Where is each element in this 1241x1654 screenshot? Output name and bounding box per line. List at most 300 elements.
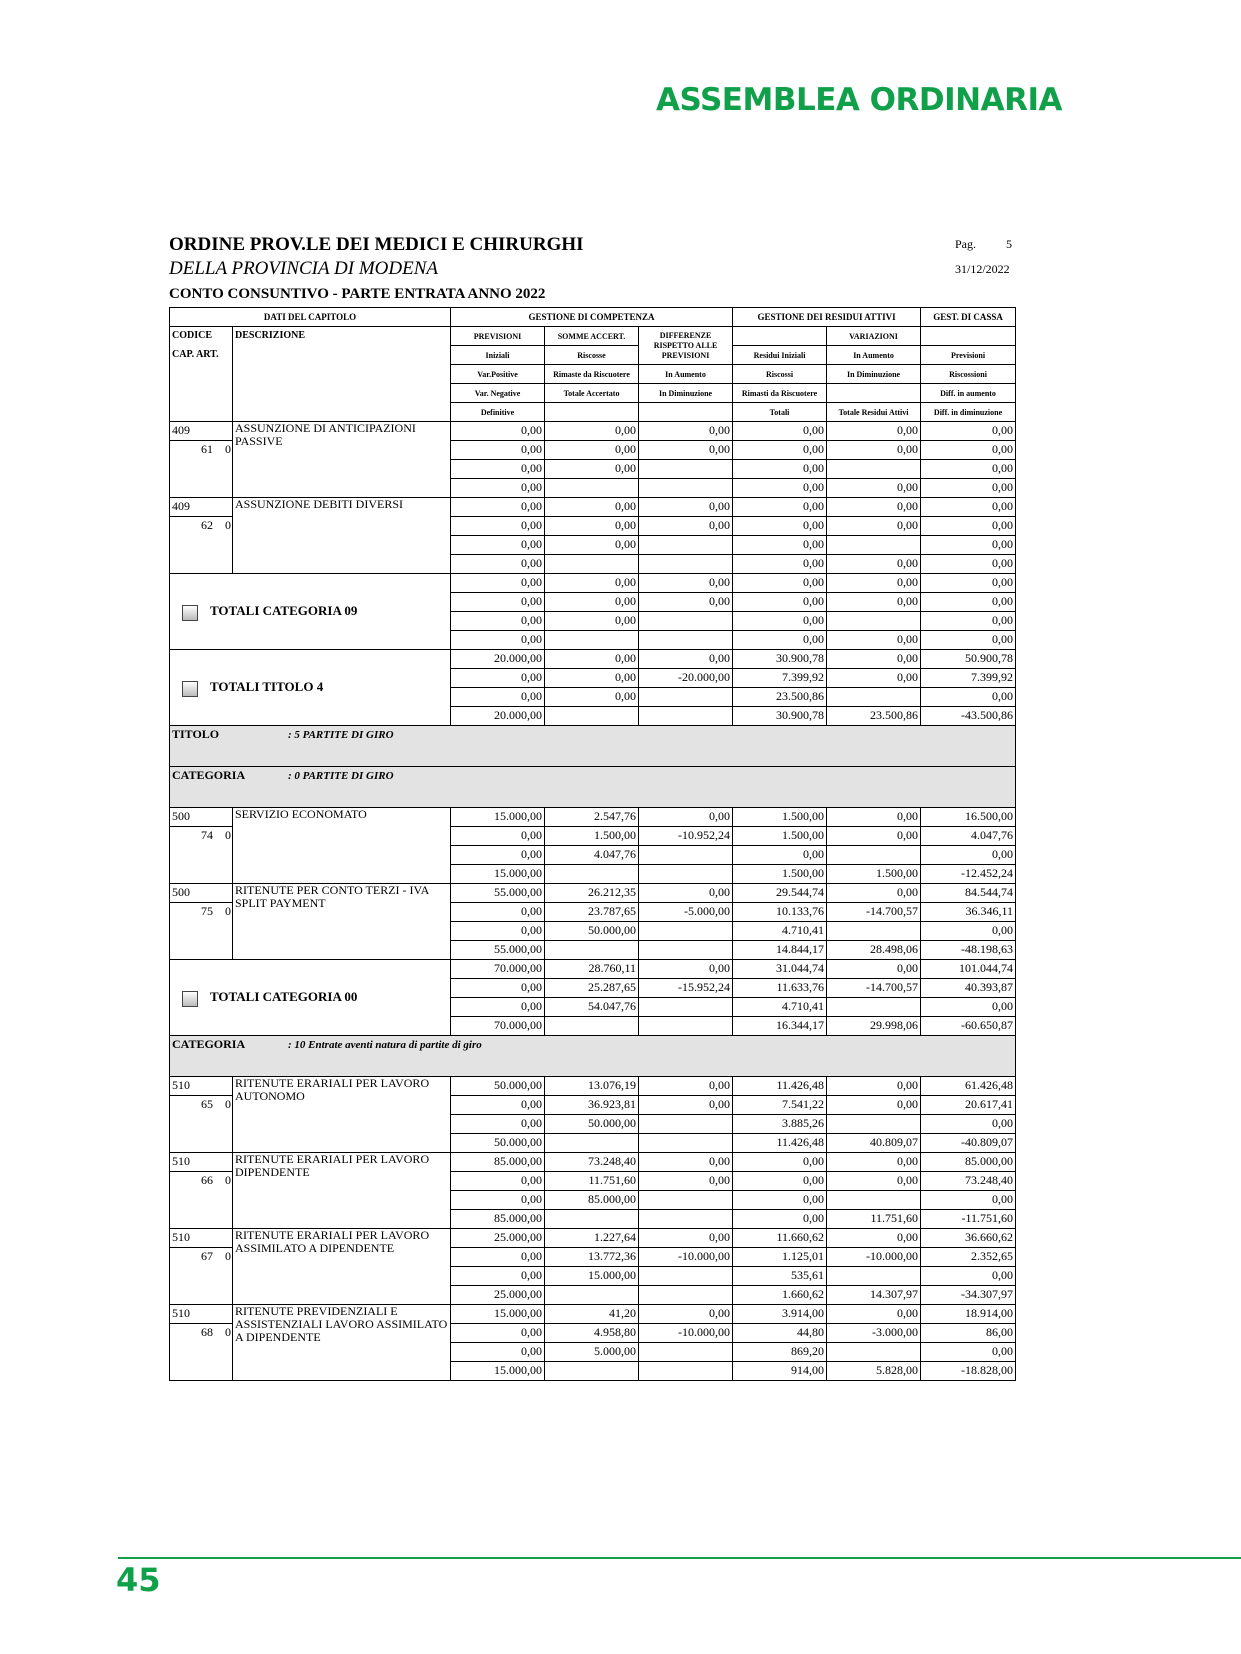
value-cell: 0,00 [733,422,827,441]
value-cell: 0,00 [451,669,545,688]
value-cell: 31.044,74 [733,960,827,979]
value-cell: 15.000,00 [451,808,545,827]
value-cell: 84.544,74 [921,884,1016,903]
value-cell: 0,00 [733,555,827,574]
table-row [170,1229,1016,1248]
value-cell: 0,00 [451,1343,545,1362]
value-cell: 0,00 [545,593,639,612]
value-cell [639,1343,733,1362]
article-sub: 0 [225,1325,231,1339]
value-cell: 15.000,00 [451,1362,545,1381]
value-cell [545,631,639,650]
value-cell: 36.660,62 [921,1229,1016,1248]
header-empty-1 [733,327,827,346]
value-cell: 0,00 [827,808,921,827]
value-cell: 13.076,19 [545,1077,639,1096]
value-cell [827,536,921,555]
value-cell: 4.958,80 [545,1324,639,1343]
section-header [170,726,1016,767]
header-diff-aumento: Diff. in aumento [921,384,1016,403]
value-cell [545,1286,639,1305]
value-cell: 0,00 [921,574,1016,593]
value-cell: 11.751,60 [827,1210,921,1229]
value-cell: 0,00 [639,1305,733,1324]
value-cell: 0,00 [451,1267,545,1286]
value-cell: 0,00 [733,1172,827,1191]
value-cell [639,941,733,960]
value-cell: 85.000,00 [921,1153,1016,1172]
value-cell: 0,00 [639,1077,733,1096]
header-var-positive: Var.Positive [451,365,545,384]
header-empty-2 [921,327,1016,346]
value-cell: 0,00 [451,536,545,555]
article-number: 67 [201,1249,213,1263]
value-cell [639,922,733,941]
value-cell: 0,00 [451,1172,545,1191]
chapter-code: 510 [170,1153,233,1172]
value-cell: 0,00 [451,922,545,941]
value-cell: 3.885,26 [733,1115,827,1134]
report-title: CONTO CONSUNTIVO - PARTE ENTRATA ANNO 2022 [169,286,546,302]
table-row [170,498,1016,517]
value-cell: 0,00 [639,1229,733,1248]
header-descrizione: DESCRIZIONE [233,327,451,422]
value-cell: 0,00 [639,1096,733,1115]
value-cell: 1.500,00 [733,808,827,827]
value-cell: 40.809,07 [827,1134,921,1153]
value-cell: 0,00 [451,1115,545,1134]
value-cell: 26.212,35 [545,884,639,903]
value-cell: 0,00 [827,574,921,593]
value-cell: 16.500,00 [921,808,1016,827]
value-cell: 0,00 [639,1153,733,1172]
value-cell: 0,00 [921,688,1016,707]
value-cell: 1.500,00 [733,865,827,884]
table-row [170,1153,1016,1172]
value-cell: 0,00 [545,688,639,707]
value-cell: 7.399,92 [921,669,1016,688]
chapter-description: RITENUTE ERARIALI PER LAVORO ASSIMILATO A DIPENDENTE [233,1229,451,1305]
article-sub: 0 [225,518,231,532]
value-cell: 1.500,00 [827,865,921,884]
value-cell: 0,00 [733,441,827,460]
value-cell: 4.047,76 [545,846,639,865]
value-cell: 7.399,92 [733,669,827,688]
value-cell [639,479,733,498]
value-cell: 40.393,87 [921,979,1016,998]
article-code [170,517,233,574]
value-cell: 11.633,76 [733,979,827,998]
table-row [170,1077,1016,1096]
section-label: CATEGORIA [172,1037,246,1051]
value-cell [827,1343,921,1362]
header-codice-label: CODICE [172,330,213,341]
value-cell: 18.914,00 [921,1305,1016,1324]
value-cell: 23.500,86 [733,688,827,707]
value-cell: -11.751,60 [921,1210,1016,1229]
value-cell: 20.000,00 [451,707,545,726]
value-cell: -18.828,00 [921,1362,1016,1381]
value-cell: -3.000,00 [827,1324,921,1343]
total-label: TOTALI TITOLO 4 [210,679,324,695]
value-cell: 1.227,64 [545,1229,639,1248]
header-gestione-cassa: GEST. DI CASSA [921,308,1016,327]
value-cell: 0,00 [921,498,1016,517]
value-cell: 0,00 [733,479,827,498]
value-cell: 73.248,40 [545,1153,639,1172]
total-label-cell [170,650,451,726]
value-cell [545,1362,639,1381]
value-cell [545,555,639,574]
value-cell: 0,00 [827,593,921,612]
value-cell: -10.000,00 [639,1248,733,1267]
value-cell: -15.952,24 [639,979,733,998]
value-cell: 0,00 [545,422,639,441]
value-cell: 0,00 [639,422,733,441]
value-cell: 0,00 [827,498,921,517]
article-sub: 0 [225,1249,231,1263]
chapter-code: 500 [170,884,233,903]
article-code [170,1324,233,1381]
value-cell: 0,00 [451,574,545,593]
chapter-code: 409 [170,498,233,517]
total-label: TOTALI CATEGORIA 00 [210,989,358,1005]
value-cell [827,460,921,479]
value-cell: 0,00 [921,612,1016,631]
value-cell: 0,00 [639,498,733,517]
value-cell: -34.307,97 [921,1286,1016,1305]
page-label: Pag. [955,237,976,251]
value-cell: 0,00 [827,517,921,536]
value-cell: 0,00 [827,555,921,574]
value-cell: 0,00 [451,1191,545,1210]
value-cell: 11.426,48 [733,1077,827,1096]
value-cell: 2.547,76 [545,808,639,827]
value-cell: 0,00 [451,846,545,865]
org-name-line2: DELLA PROVINCIA DI MODENA [169,258,438,279]
value-cell: 0,00 [827,960,921,979]
value-cell: 28.760,11 [545,960,639,979]
section-header [170,1036,1016,1077]
value-cell: 0,00 [451,479,545,498]
header-residui-iniziali: Residui Iniziali [733,346,827,365]
section-text: : 10 Entrate aventi natura di partite di giro [288,1039,482,1051]
value-cell [639,1017,733,1036]
header-totale-accertato: Totale Accertato [545,384,639,403]
value-cell: 0,00 [639,441,733,460]
value-cell: 29.544,74 [733,884,827,903]
value-cell: 0,00 [639,884,733,903]
value-cell: 16.344,17 [733,1017,827,1036]
header-totali: Totali [733,403,827,422]
value-cell: 0,00 [639,593,733,612]
value-cell: 0,00 [451,979,545,998]
value-cell: 0,00 [451,441,545,460]
value-cell: 0,00 [921,631,1016,650]
article-code [170,441,233,498]
value-cell: 0,00 [827,631,921,650]
value-cell: 30.900,78 [733,650,827,669]
total-label: TOTALI CATEGORIA 09 [210,603,358,619]
checkbox-icon [182,681,198,697]
value-cell: 3.914,00 [733,1305,827,1324]
header-definitive: Definitive [451,403,545,422]
value-cell: 0,00 [827,1305,921,1324]
value-cell: 70.000,00 [451,960,545,979]
total-label-cell [170,574,451,650]
value-cell: 15.000,00 [451,865,545,884]
value-cell: 0,00 [733,593,827,612]
table-row [170,1305,1016,1324]
value-cell: 28.498,06 [827,941,921,960]
table-row [170,808,1016,827]
value-cell: 85.000,00 [451,1153,545,1172]
header-in-diminuzione: In Diminuzione [827,365,921,384]
chapter-code: 409 [170,422,233,441]
section-header [170,767,1016,808]
value-cell: 10.133,76 [733,903,827,922]
header-codice [170,327,233,422]
value-cell: 54.047,76 [545,998,639,1017]
value-cell [639,1134,733,1153]
header-in-aumento: In Aumento [827,346,921,365]
header-empty-5 [639,403,733,422]
value-cell: 0,00 [827,650,921,669]
value-cell: 0,00 [545,574,639,593]
header-riscossioni: Riscossioni [921,365,1016,384]
value-cell: 0,00 [451,998,545,1017]
header-cap-art-label: CAP. ART. [172,349,219,360]
article-code [170,827,233,884]
header-in-aumento-diff: In Aumento [639,365,733,384]
value-cell: 0,00 [733,574,827,593]
value-cell [639,1191,733,1210]
value-cell: 0,00 [921,460,1016,479]
value-cell: 50.000,00 [545,922,639,941]
value-cell: 5.828,00 [827,1362,921,1381]
value-cell: 20.000,00 [451,650,545,669]
header-somme-accert: SOMME ACCERT. [545,327,639,346]
value-cell: 23.787,65 [545,903,639,922]
value-cell: 0,00 [545,498,639,517]
value-cell: 11.426,48 [733,1134,827,1153]
value-cell: 0,00 [921,846,1016,865]
value-cell [639,688,733,707]
chapter-code: 510 [170,1077,233,1096]
chapter-description: RITENUTE ERARIALI PER LAVORO AUTONOMO [233,1077,451,1153]
value-cell: 0,00 [451,498,545,517]
value-cell: 15.000,00 [545,1267,639,1286]
value-cell: 14.307,97 [827,1286,921,1305]
value-cell: 73.248,40 [921,1172,1016,1191]
chapter-description: RITENUTE ERARIALI PER LAVORO DIPENDENTE [233,1153,451,1229]
value-cell: 0,00 [639,808,733,827]
value-cell: 25.000,00 [451,1229,545,1248]
value-cell: 0,00 [921,998,1016,1017]
value-cell: 0,00 [921,479,1016,498]
value-cell: 0,00 [733,1210,827,1229]
header-previsioni-cassa: Previsioni [921,346,1016,365]
value-cell: 0,00 [639,960,733,979]
section-label: TITOLO [172,727,220,741]
value-cell: 15.000,00 [451,1305,545,1324]
table-row [170,574,1016,593]
header-empty-3 [827,384,921,403]
header-rimaste: Rimaste da Riscuotere [545,365,639,384]
header-var-negative: Var. Negative [451,384,545,403]
value-cell: -40.809,07 [921,1134,1016,1153]
report-date: 31/12/2022 [955,262,1010,276]
value-cell: 55.000,00 [451,941,545,960]
value-cell: 0,00 [921,1191,1016,1210]
value-cell: 1.125,01 [733,1248,827,1267]
value-cell: 914,00 [733,1362,827,1381]
header-gestione-competenza: GESTIONE DI COMPETENZA [451,308,733,327]
value-cell: -5.000,00 [639,903,733,922]
table-row [170,650,1016,669]
value-cell: 0,00 [733,1153,827,1172]
chapter-description: RITENUTE PREVIDENZIALI E ASSISTENZIALI LAVORO ASSIMILATO A DIPENDENTE [233,1305,451,1381]
value-cell: 0,00 [827,422,921,441]
value-cell: 0,00 [921,1115,1016,1134]
article-code [170,1096,233,1153]
value-cell: -60.650,87 [921,1017,1016,1036]
value-cell: 0,00 [545,441,639,460]
value-cell: 0,00 [451,593,545,612]
value-cell: 0,00 [639,650,733,669]
value-cell: 0,00 [827,479,921,498]
section-text: : 0 PARTITE DI GIRO [288,770,394,782]
value-cell: 0,00 [545,650,639,669]
value-cell: 36.346,11 [921,903,1016,922]
value-cell: -43.500,86 [921,707,1016,726]
footer-divider [118,1557,1241,1559]
chapter-code: 500 [170,808,233,827]
value-cell: 0,00 [451,612,545,631]
value-cell: 535,61 [733,1267,827,1286]
value-cell [827,1191,921,1210]
value-cell: -20.000,00 [639,669,733,688]
value-cell: 0,00 [639,574,733,593]
value-cell: 0,00 [921,517,1016,536]
value-cell: 869,20 [733,1343,827,1362]
value-cell [545,1017,639,1036]
value-cell: 0,00 [921,593,1016,612]
value-cell: 0,00 [921,1343,1016,1362]
value-cell: 0,00 [545,612,639,631]
value-cell: 50.000,00 [545,1115,639,1134]
page-header-title: ASSEMBLEA ORDINARIA [656,82,1062,118]
value-cell: 0,00 [733,517,827,536]
value-cell [639,1115,733,1134]
value-cell: 0,00 [545,669,639,688]
value-cell [827,998,921,1017]
article-number: 62 [201,518,213,532]
chapter-description: ASSUNZIONE DI ANTICIPAZIONI PASSIVE [233,422,451,498]
chapter-description: RITENUTE PER CONTO TERZI - IVA SPLIT PAYMENT [233,884,451,960]
header-riscossi: Riscossi [733,365,827,384]
table-row [170,422,1016,441]
value-cell: 5.000,00 [545,1343,639,1362]
value-cell [639,1286,733,1305]
value-cell: 0,00 [451,460,545,479]
value-cell: 0,00 [827,1096,921,1115]
article-number: 74 [201,828,213,842]
value-cell: 0,00 [827,441,921,460]
header-riscosse: Riscosse [545,346,639,365]
value-cell: 85.000,00 [545,1191,639,1210]
value-cell: 50.000,00 [451,1134,545,1153]
value-cell: 0,00 [733,1191,827,1210]
value-cell [827,846,921,865]
value-cell: 0,00 [827,827,921,846]
value-cell [639,631,733,650]
value-cell: -10.000,00 [827,1248,921,1267]
value-cell [639,1362,733,1381]
value-cell: -14.700,57 [827,903,921,922]
value-cell [545,1134,639,1153]
table-row [170,960,1016,979]
value-cell: -10.952,24 [639,827,733,846]
chapter-description: SERVIZIO ECONOMATO [233,808,451,884]
org-name-line1: ORDINE PROV.LE DEI MEDICI E CHIRURGHI [169,234,584,255]
value-cell: -10.000,00 [639,1324,733,1343]
value-cell: 0,00 [827,1077,921,1096]
value-cell: 30.900,78 [733,707,827,726]
value-cell: 0,00 [733,846,827,865]
article-number: 66 [201,1173,213,1187]
value-cell: -12.452,24 [921,865,1016,884]
value-cell: 0,00 [639,517,733,536]
value-cell: 86,00 [921,1324,1016,1343]
value-cell: 0,00 [827,1229,921,1248]
value-cell [545,707,639,726]
header-in-diminuzione-diff: In Diminuzione [639,384,733,403]
value-cell: 0,00 [921,441,1016,460]
article-sub: 0 [225,1097,231,1111]
value-cell: 25.287,65 [545,979,639,998]
value-cell [639,612,733,631]
header-differenze: DIFFERENZE RISPETTO ALLE PREVISIONI [639,327,733,365]
article-number: 68 [201,1325,213,1339]
header-previsioni: PREVISIONI [451,327,545,346]
value-cell: 0,00 [733,460,827,479]
value-cell: 44,80 [733,1324,827,1343]
header-variazioni: VARIAZIONI [827,327,921,346]
value-cell: 13.772,36 [545,1248,639,1267]
value-cell: 0,00 [733,612,827,631]
value-cell: 0,00 [921,1267,1016,1286]
value-cell [827,1267,921,1286]
value-cell: 36.923,81 [545,1096,639,1115]
value-cell: 41,20 [545,1305,639,1324]
value-cell: 0,00 [733,498,827,517]
checkbox-icon [182,605,198,621]
article-sub: 0 [225,442,231,456]
value-cell: 1.660,62 [733,1286,827,1305]
article-number: 65 [201,1097,213,1111]
value-cell: 4.710,41 [733,922,827,941]
value-cell: 0,00 [733,631,827,650]
value-cell: 0,00 [451,422,545,441]
value-cell: 11.660,62 [733,1229,827,1248]
value-cell [545,941,639,960]
value-cell [639,1267,733,1286]
value-cell [827,922,921,941]
chapter-code: 510 [170,1305,233,1324]
value-cell: 25.000,00 [451,1286,545,1305]
value-cell: 50.000,00 [451,1077,545,1096]
